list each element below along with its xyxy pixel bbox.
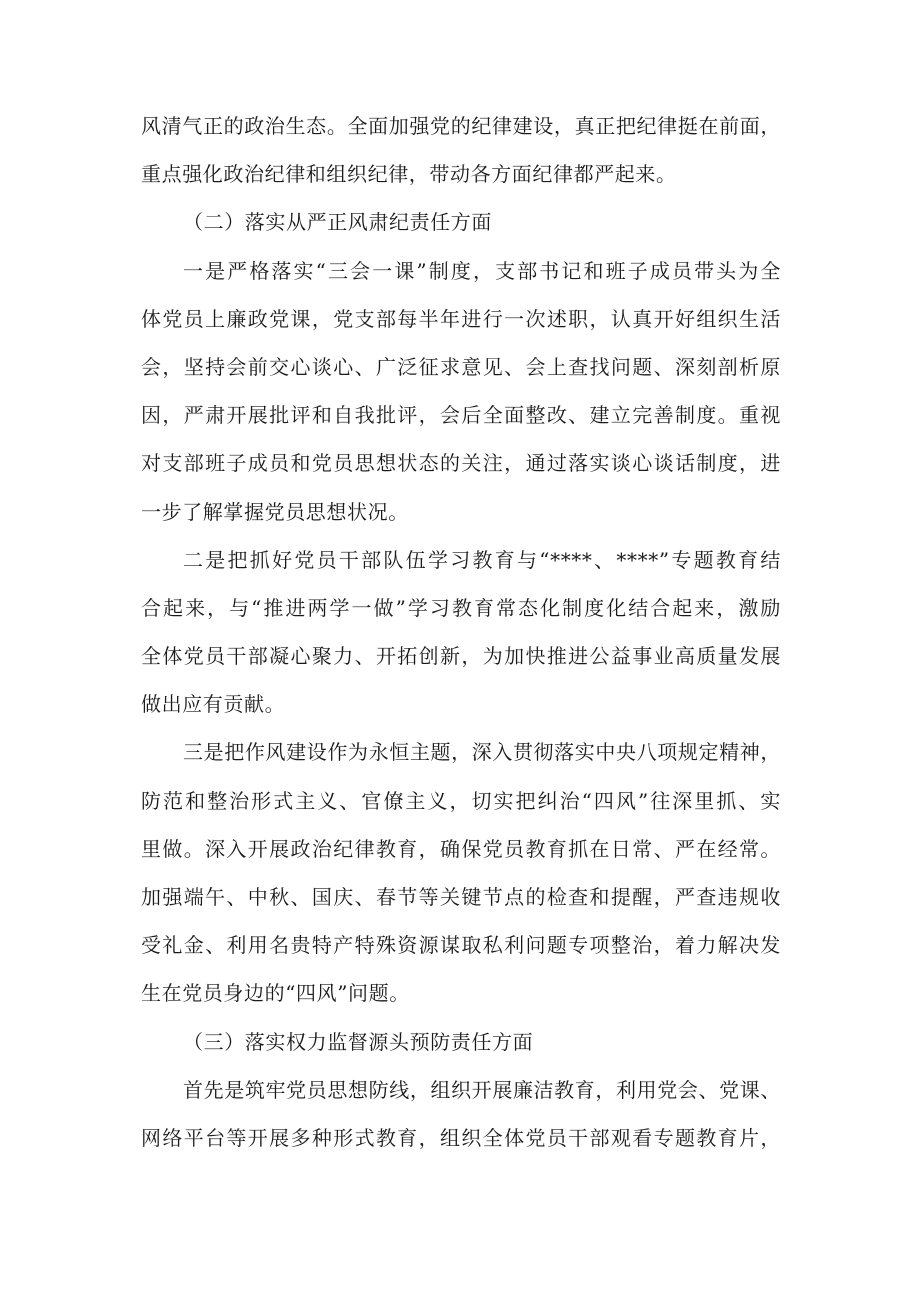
paragraph-first-line: 一是严格落实“三会一课”制度，支部书记和班子成员带头为全	[183, 258, 781, 283]
text-line: 对支部班子成员和党员思想状态的关注，通过落实谈心谈话制度，进	[141, 451, 781, 476]
body-text	[141, 102, 781, 1162]
text-line: 会，坚持会前交心谈心、广泛征求意见、会上查找问题、深刻剖析原	[141, 354, 781, 379]
text-line: 做出应有贡献。	[141, 692, 286, 717]
text-line: 重点强化政治纪律和组织纪律，带动各方面纪律都严起来。	[141, 162, 677, 187]
text-line: 风清气正的政治生态。全面加强党的纪律建设，真正把纪律挺在前面，	[141, 114, 781, 138]
section-heading: （二）落实从严正风肃纪责任方面	[183, 210, 492, 235]
text-line: 全体党员干部凝心聚力、开拓创新，为加快推进公益事业高质量发展	[141, 644, 781, 669]
text-line: 合起来，与“推进两学一做”学习教育常态化制度化结合起来，激励	[141, 595, 781, 620]
text-line: 一步了解掌握党员思想状况。	[141, 499, 409, 524]
text-line: 网络平台等开展多种形式教育，组织全体党员干部观看专题教育片，	[141, 1125, 781, 1150]
text-line: 里做。深入开展政治纪律教育，确保党员教育抓在日常、严在经常。	[141, 836, 781, 861]
section-heading: （三）落实权力监督源头预防责任方面	[183, 1029, 534, 1054]
text-line: 因，严肃开展批评和自我批评，会后全面整改、建立完善制度。重视	[141, 403, 781, 428]
paragraph-first-line: 二是把抓好党员干部队伍学习教育与“****、****”专题教育结	[183, 547, 781, 572]
paragraph-first-line: 首先是筑牢党员思想防线，组织开展廉洁教育，利用党会、党课、	[183, 1077, 781, 1102]
paragraph-first-line: 三是把作风建设作为永恒主题，深入贯彻落实中央八项规定精神，	[183, 740, 781, 765]
text-line: 生在党员身边的“四风”问题。	[141, 981, 410, 1006]
text-line: 受礼金、利用名贵特产特殊资源谋取私利问题专项整治，着力解决发	[141, 933, 781, 958]
text-line: 体党员上廉政党课，党支部每半年进行一次述职，认真开好组织生活	[141, 306, 781, 331]
text-line: 防范和整治形式主义、官僚主义，切实把纠治“四风”往深里抓、实	[141, 788, 781, 813]
text-line: 加强端午、中秋、国庆、春节等关键节点的检查和提醒，严查违规收	[141, 885, 781, 909]
